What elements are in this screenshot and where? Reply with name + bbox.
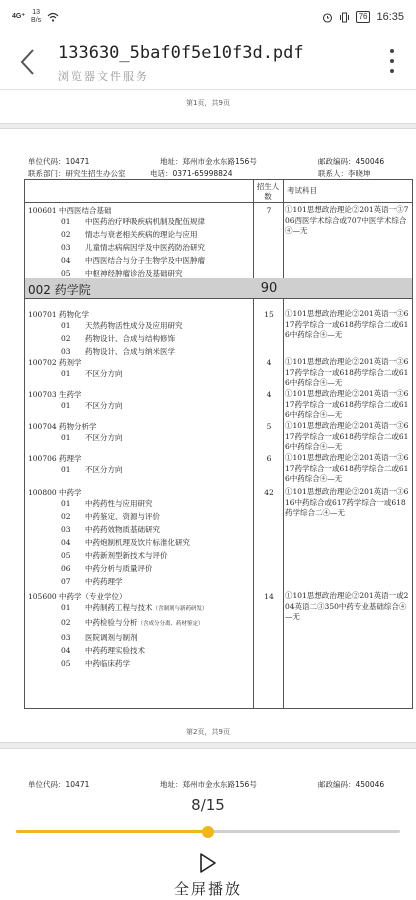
direction-name: 中药新剂型新技术与评价 xyxy=(85,551,168,560)
direction-number: 04 xyxy=(61,256,71,265)
direction-number: 01 xyxy=(61,499,71,508)
page-indicator: 8/15 xyxy=(191,796,225,814)
direction-note: （含制剂与新药研发） xyxy=(152,606,208,612)
fullscreen-label: 全屏播放 xyxy=(173,880,242,898)
research-directions xyxy=(61,399,123,412)
program-count: 5 xyxy=(266,422,272,431)
pdf-page-2 xyxy=(0,128,416,743)
direction-name: 中药药理实验技术 xyxy=(85,646,145,655)
play-icon xyxy=(198,852,218,874)
direction-number: 01 xyxy=(61,465,71,474)
direction-item xyxy=(61,616,208,631)
direction-number: 01 xyxy=(61,433,71,442)
direction-name: 药物设计、合成与纳米医学 xyxy=(85,347,175,356)
direction-item xyxy=(61,536,190,549)
clock: 16:35 xyxy=(376,11,404,23)
direction-item xyxy=(61,562,190,575)
direction-item xyxy=(61,215,205,228)
direction-number: 06 xyxy=(61,564,71,573)
direction-name: 情志与衰老相关疾病的理论与应用 xyxy=(85,230,198,239)
contact-dept: 联系部门：研究生招生办公室 xyxy=(28,169,126,178)
exam-subjects: ①101思想政治理论②201英语一③617药学综合一或618药学综合二或616中药综合④—无 xyxy=(285,421,409,451)
fullscreen-play-button[interactable] xyxy=(0,848,416,900)
direction-number: 05 xyxy=(61,269,71,278)
direction-name: 不区分方向 xyxy=(85,465,123,474)
header-exam: 考试科目 xyxy=(287,186,317,195)
research-directions xyxy=(61,431,123,444)
unit-code: 单位代码：10471 xyxy=(28,157,90,166)
direction-item xyxy=(61,332,183,345)
program-code: 100704 药物分析学 xyxy=(28,422,97,431)
vibrate-icon xyxy=(339,12,350,23)
slider-fill xyxy=(16,830,208,833)
direction-item xyxy=(61,575,190,588)
program-code: 100601 中西医结合基础 xyxy=(28,206,112,215)
pdf-page-1 xyxy=(0,90,416,124)
direction-number: 01 xyxy=(61,369,71,378)
contact-person: 联系人：李晓坤 xyxy=(318,169,371,178)
section-name: 002 药学院 xyxy=(28,283,91,297)
direction-number: 04 xyxy=(61,538,71,547)
direction-item xyxy=(61,523,190,536)
research-directions xyxy=(61,319,183,358)
program-code: 100800 中药学 xyxy=(28,488,82,497)
program-count: 14 xyxy=(264,592,274,601)
program-table xyxy=(24,179,413,709)
direction-item xyxy=(61,254,205,267)
program-code: 105600 中药学（专业学位） xyxy=(28,592,127,601)
direction-name: 不区分方向 xyxy=(85,369,123,378)
direction-number: 05 xyxy=(61,659,71,668)
address: 地址：郑州市金水东路156号 xyxy=(160,157,257,166)
direction-number: 01 xyxy=(61,401,71,410)
direction-name: 不区分方向 xyxy=(85,433,123,442)
direction-item xyxy=(61,319,183,332)
direction-name: 中医药治疗呼吸疾病机制及配伍规律 xyxy=(85,217,205,226)
postcode: 邮政编码：450046 xyxy=(318,780,385,789)
direction-item xyxy=(61,267,205,280)
direction-name: 中枢神经肿瘤诊治及基础研究 xyxy=(85,269,183,278)
research-directions xyxy=(61,463,123,476)
direction-item xyxy=(61,631,208,644)
postcode: 邮政编码：450046 xyxy=(318,157,385,166)
exam-subjects: ①101思想政治理论②201英语一③617药学综合一或618药学综合二或616中药综合④—无 xyxy=(285,389,409,419)
page-number: 第1页，共9页 xyxy=(186,99,230,107)
more-vertical-icon[interactable] xyxy=(384,46,400,76)
program-count: 6 xyxy=(266,454,272,463)
direction-name: 中药鉴定、资源与评价 xyxy=(85,512,160,521)
direction-note: （含成分分离、药材鉴定） xyxy=(137,621,204,627)
direction-number: 05 xyxy=(61,551,71,560)
direction-item xyxy=(61,345,183,358)
direction-number: 03 xyxy=(61,633,71,642)
direction-name: 儿童情志病病因学及中医药防治研究 xyxy=(85,243,205,252)
program-code: 100703 生药学 xyxy=(28,390,82,399)
research-directions xyxy=(61,601,208,670)
section-count: 90 xyxy=(260,281,278,296)
direction-item xyxy=(61,497,190,510)
direction-name: 中药检验与分析 xyxy=(85,618,138,627)
direction-number: 03 xyxy=(61,347,71,356)
network-speed: 13 B/s xyxy=(31,9,42,24)
exam-subjects: ①101思想政治理论②201英语一③706西医学术综合或707中医学术综合④—无 xyxy=(285,205,409,235)
program-code: 100701 药物化学 xyxy=(28,310,90,319)
direction-number: 03 xyxy=(61,243,71,252)
direction-number: 01 xyxy=(61,217,71,226)
status-bar xyxy=(0,0,416,34)
direction-item xyxy=(61,549,190,562)
unit-code: 单位代码：10471 xyxy=(28,780,90,789)
direction-name: 中药炮制机理及饮片标准化研究 xyxy=(85,538,190,547)
direction-item xyxy=(61,367,123,380)
direction-number: 04 xyxy=(61,646,71,655)
direction-name: 中药分析与质量评价 xyxy=(85,564,153,573)
page-number: 第2页，共9页 xyxy=(186,728,230,736)
header-count: 招生人数 xyxy=(256,182,280,201)
direction-name: 天然药物活性成分及应用研究 xyxy=(85,321,183,330)
direction-number: 01 xyxy=(61,321,71,330)
direction-item xyxy=(61,431,123,444)
direction-number: 07 xyxy=(61,577,71,586)
direction-item xyxy=(61,644,208,657)
direction-number: 01 xyxy=(61,603,71,612)
direction-item xyxy=(61,510,190,523)
program-code: 100706 药理学 xyxy=(28,454,82,463)
page-slider[interactable] xyxy=(16,826,400,838)
exam-subjects: ①101思想政治理论②201英语一③617药学综合一或618药学综合二或616中药综合④—无 xyxy=(285,309,409,339)
direction-item xyxy=(61,399,123,412)
direction-name: 中药临床药学 xyxy=(85,659,130,668)
program-count: 7 xyxy=(266,206,272,215)
direction-name: 不区分方向 xyxy=(85,401,123,410)
phone: 电话：0371-65998824 xyxy=(150,169,233,178)
research-directions xyxy=(61,215,205,280)
document-title: 133630_5baf0f5e10f3d.pdf xyxy=(58,43,304,63)
direction-number: 02 xyxy=(61,230,71,239)
exam-subjects: ①101思想政治理论②201英语一③616中药综合或617药学综合一或618药学综合二④—无 xyxy=(285,487,409,517)
direction-item xyxy=(61,241,205,254)
program-count: 15 xyxy=(264,310,274,319)
slider-thumb[interactable] xyxy=(202,826,214,838)
research-directions xyxy=(61,497,190,588)
exam-subjects: ①101思想政治理论②201英语一③617药学综合一或618药学综合二或616中药综合④—无 xyxy=(285,453,409,483)
direction-name: 药物设计、合成与结构修饰 xyxy=(85,334,175,343)
wifi-icon xyxy=(47,12,59,22)
direction-item xyxy=(61,657,208,670)
direction-number: 03 xyxy=(61,525,71,534)
exam-subjects: ①101思想政治理论②201英语一③617药学综合一或618药学综合二或616中药综合④—无 xyxy=(285,357,409,387)
program-count: 4 xyxy=(266,358,272,367)
direction-name: 医院调剂与制剂 xyxy=(85,633,138,642)
back-chevron-icon xyxy=(19,48,35,76)
direction-name: 中西医结合与分子生物学及中医肿瘤 xyxy=(85,256,205,265)
direction-number: 02 xyxy=(61,512,71,521)
direction-item xyxy=(61,601,208,616)
battery-indicator: 76 xyxy=(356,11,371,23)
direction-item xyxy=(61,463,123,476)
program-code: 100702 药剂学 xyxy=(28,358,82,367)
research-directions xyxy=(61,367,123,380)
direction-name: 中药制药工程与技术 xyxy=(85,603,153,612)
program-count: 42 xyxy=(264,488,274,497)
direction-name: 中药药效物质基础研究 xyxy=(85,525,160,534)
direction-number: 02 xyxy=(61,618,71,627)
direction-number: 02 xyxy=(61,334,71,343)
program-count: 4 xyxy=(266,390,272,399)
network-indicator: 4G⁺ xyxy=(12,13,26,20)
back-button[interactable] xyxy=(12,44,42,80)
document-subtitle: 浏览器文件服务 xyxy=(58,70,149,83)
direction-name: 中药药理学 xyxy=(85,577,123,586)
exam-subjects: ①101思想政治理论②201英语一或204英语二③350中药专业基础综合④—无 xyxy=(285,591,409,621)
direction-name: 中药药性与应用研究 xyxy=(85,499,153,508)
app-header xyxy=(0,34,416,90)
address: 地址：郑州市金水东路156号 xyxy=(160,780,257,789)
direction-item xyxy=(61,228,205,241)
alarm-icon xyxy=(322,12,333,23)
